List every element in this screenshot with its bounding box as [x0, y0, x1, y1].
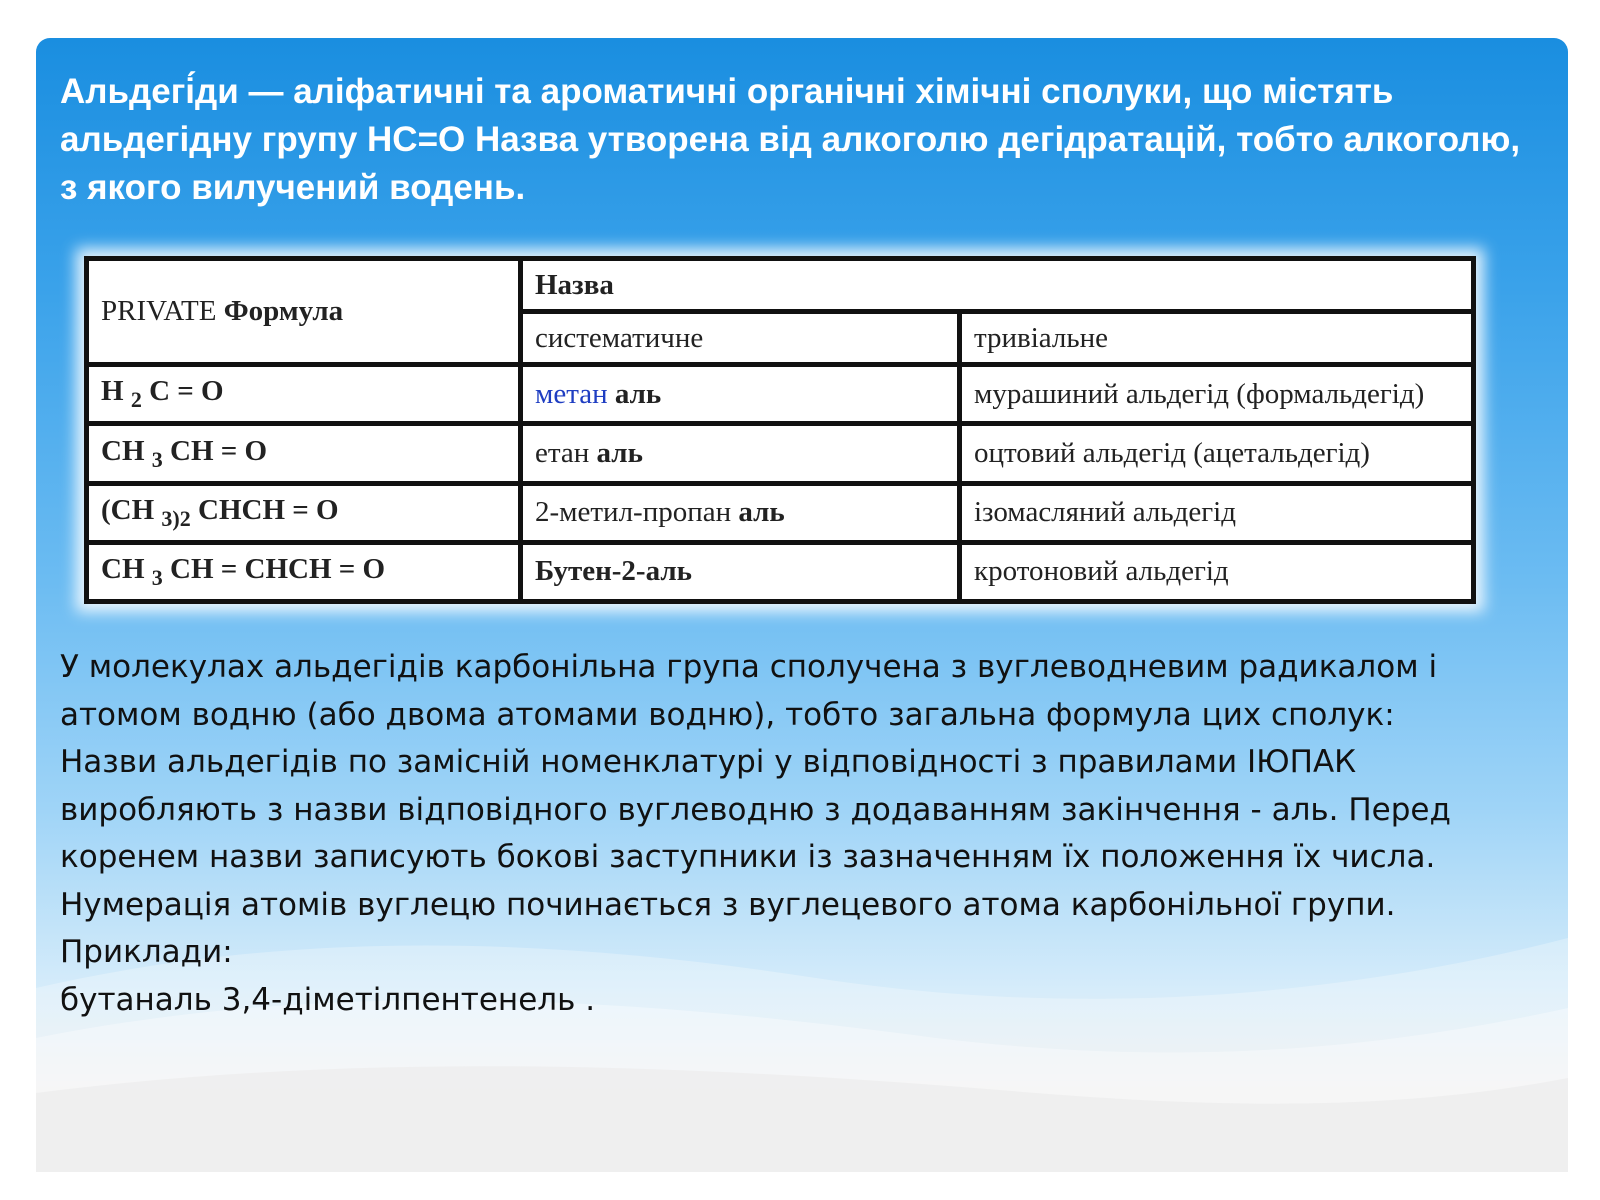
trivial-cell: оцтовий альдегід (ацетальдегід)	[960, 424, 1474, 483]
paragraph-iupac-naming: Назви альдегідів по замісній номенклатурі у відповідності з правилами ІЮПАК виробляють з назви відповідного вуглеводню з додаванням закінчення - аль. Перед коренем назви записують бокові заступники із зазначенням їх положення їх числа. Нумерація атомів вуглецю починається з вуглецевого атома карбонільної групи. Приклади:	[60, 744, 1451, 970]
header-name: Назва	[521, 259, 1474, 312]
trivial-cell: ізомасляний альдегід	[960, 483, 1474, 542]
table-row	[87, 483, 1474, 542]
formula-cell: CH $_3$ CH = O	[87, 424, 521, 483]
header-formula-prefix: PRIVATE	[101, 295, 217, 328]
systematic-root: етан	[535, 437, 590, 469]
header-formula: Формула	[223, 295, 344, 328]
header-systematic: систематичне	[521, 312, 960, 365]
paragraph-examples: бутаналь 3,4-діметілпентенель .	[60, 981, 596, 1018]
table-row	[87, 542, 1474, 601]
body-text	[60, 644, 1550, 1024]
table-row	[87, 365, 1474, 424]
systematic-root: метан	[535, 377, 608, 410]
systematic-cell	[521, 424, 960, 483]
systematic-cell	[521, 365, 960, 424]
formula-cell: CH $_3$ CH = CHCH = O	[87, 542, 521, 601]
systematic-cell	[521, 483, 960, 542]
aldehyde-table	[84, 256, 1476, 604]
slide-title: Альдегі́ди — аліфатичні та ароматичні органічні хімічні сполуки, що містять альдегідну групу HC=O Назва утворена від алкоголю дегідратацій, тобто алкоголю, з якого вилучений водень.	[60, 72, 1521, 207]
header-trivial: тривіальне	[960, 312, 1474, 365]
paragraph-general-formula: У молекулах альдегідів карбонільна група сполучена з вуглеводневим радикалом і атомом водню (або двома атомами водню), тобто загальна формула цих сполук:	[60, 649, 1438, 733]
formula-cell: H $_2$ C = O	[87, 365, 521, 424]
systematic-cell	[521, 542, 960, 601]
systematic-suffix: аль	[596, 437, 643, 469]
table-row	[87, 424, 1474, 483]
trivial-cell: кротоновий альдегід	[960, 542, 1474, 601]
aldehyde-table-panel	[84, 256, 1476, 604]
trivial-cell: мурашиний альдегід (формальдегід)	[960, 365, 1474, 424]
systematic-suffix: аль	[738, 496, 785, 529]
header-formula-cell	[87, 259, 521, 365]
table-header-row	[87, 259, 1474, 312]
slide-background	[36, 38, 1568, 1172]
systematic-suffix: Бутен-2-аль	[535, 555, 692, 588]
systematic-root: 2-метил-пропан	[535, 496, 732, 529]
systematic-suffix: аль	[614, 377, 662, 410]
formula-cell: (CH $_{3)2}$ CHCH = O	[87, 483, 521, 542]
